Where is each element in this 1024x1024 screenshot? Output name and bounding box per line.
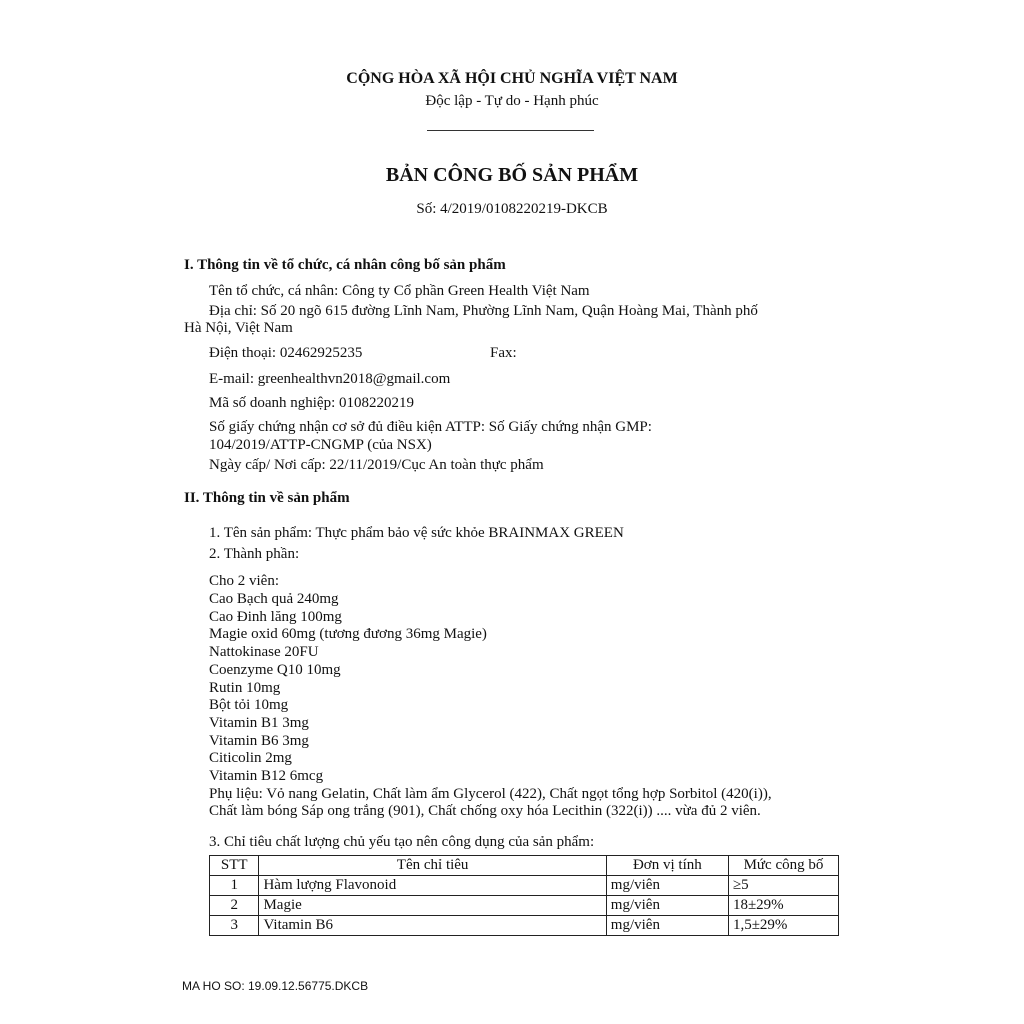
ingredient-line: Magie oxid 60mg (tương đương 36mg Magie) bbox=[209, 626, 487, 642]
section1-heading: I. Thông tin về tổ chức, cá nhân công bố sản phẩm bbox=[184, 257, 506, 273]
address-line-1: Địa chỉ: Số 20 ngõ 615 đường Lĩnh Nam, Phường Lĩnh Nam, Quận Hoàng Mai, Thành phố bbox=[209, 303, 758, 319]
issue-info: Ngày cấp/ Nơi cấp: 22/11/2019/Cục An toàn thực phẩm bbox=[209, 457, 544, 473]
ingredient-line: Vitamin B6 3mg bbox=[209, 733, 309, 749]
document-number: Số: 4/2019/0108220219-DKCB bbox=[416, 201, 608, 217]
cell-value: 18±29% bbox=[728, 896, 838, 916]
org-name: Tên tổ chức, cá nhân: Công ty Cổ phần Green Health Việt Nam bbox=[209, 283, 590, 299]
nation-heading: CỘNG HÒA XÃ HỘI CHỦ NGHĨA VIỆT NAM bbox=[346, 70, 678, 87]
cell-name: Magie bbox=[259, 896, 606, 916]
col-header-value: Mức công bố bbox=[728, 856, 838, 876]
ingredient-line: Coenzyme Q10 10mg bbox=[209, 662, 341, 678]
table-row bbox=[210, 916, 839, 936]
table-header-row bbox=[210, 856, 839, 876]
col-header-stt: STT bbox=[210, 856, 259, 876]
record-code: MA HO SO: 19.09.12.56775.DKCB bbox=[182, 979, 369, 993]
ingredient-line: Rutin 10mg bbox=[209, 680, 281, 696]
col-header-name: Tên chỉ tiêu bbox=[259, 856, 606, 876]
ingredient-line: Bột tỏi 10mg bbox=[209, 697, 289, 713]
cell-stt: 1 bbox=[210, 876, 259, 896]
motto: Độc lập - Tự do - Hạnh phúc bbox=[425, 93, 599, 109]
certificate-line-1: Số giấy chứng nhận cơ sở đủ điều kiện ATTP: Số Giấy chứng nhận GMP: bbox=[209, 419, 652, 435]
ingredient-line: Vitamin B12 6mcg bbox=[209, 768, 324, 784]
document-title: BẢN CÔNG BỐ SẢN PHẨM bbox=[385, 164, 639, 186]
section2-heading: II. Thông tin về sản phẩm bbox=[184, 490, 350, 506]
ingredients-heading: 2. Thành phần: bbox=[209, 546, 300, 562]
tax-code: Mã số doanh nghiệp: 0108220219 bbox=[209, 395, 414, 411]
table-row bbox=[210, 896, 839, 916]
header-divider bbox=[427, 130, 594, 131]
quality-heading: 3. Chỉ tiêu chất lượng chủ yếu tạo nên công dụng của sản phẩm: bbox=[209, 834, 595, 850]
excipients-line-1: Phụ liệu: Vỏ nang Gelatin, Chất làm ẩm Glycerol (422), Chất ngọt tổng hợp Sorbitol (420(i)), bbox=[209, 786, 772, 802]
cell-unit: mg/viên bbox=[606, 876, 728, 896]
ingredient-line: Vitamin B1 3mg bbox=[209, 715, 309, 731]
cell-name: Hàm lượng Flavonoid bbox=[259, 876, 606, 896]
col-header-unit: Đơn vị tính bbox=[606, 856, 728, 876]
address-line-2: Hà Nội, Việt Nam bbox=[184, 320, 293, 336]
cell-value: 1,5±29% bbox=[728, 916, 838, 936]
cell-value: ≥5 bbox=[728, 876, 838, 896]
fax: Fax: bbox=[490, 345, 517, 361]
certificate-line-2: 104/2019/ATTP-CNGMP (của NSX) bbox=[209, 437, 432, 453]
cell-name: Vitamin B6 bbox=[259, 916, 606, 936]
email: E-mail: greenhealthvn2018@gmail.com bbox=[209, 371, 451, 387]
cell-stt: 3 bbox=[210, 916, 259, 936]
table-row bbox=[210, 876, 839, 896]
excipients-line-2: Chất làm bóng Sáp ong trắng (901), Chất chống oxy hóa Lecithin (322(i)) .... vừa đủ 2 viên. bbox=[209, 803, 761, 819]
cell-unit: mg/viên bbox=[606, 916, 728, 936]
product-name: 1. Tên sản phẩm: Thực phẩm bảo vệ sức khỏe BRAINMAX GREEN bbox=[209, 525, 624, 541]
quality-table bbox=[209, 855, 839, 936]
phone: Điện thoại: 02462925235 bbox=[209, 345, 363, 361]
ingredient-line: Cao Đinh lăng 100mg bbox=[209, 609, 342, 625]
ingredient-line: Nattokinase 20FU bbox=[209, 644, 319, 660]
cell-unit: mg/viên bbox=[606, 896, 728, 916]
cell-stt: 2 bbox=[210, 896, 259, 916]
ingredient-line: Citicolin 2mg bbox=[209, 750, 292, 766]
ingredient-line: Cho 2 viên: bbox=[209, 573, 279, 589]
ingredient-line: Cao Bạch quả 240mg bbox=[209, 591, 339, 607]
